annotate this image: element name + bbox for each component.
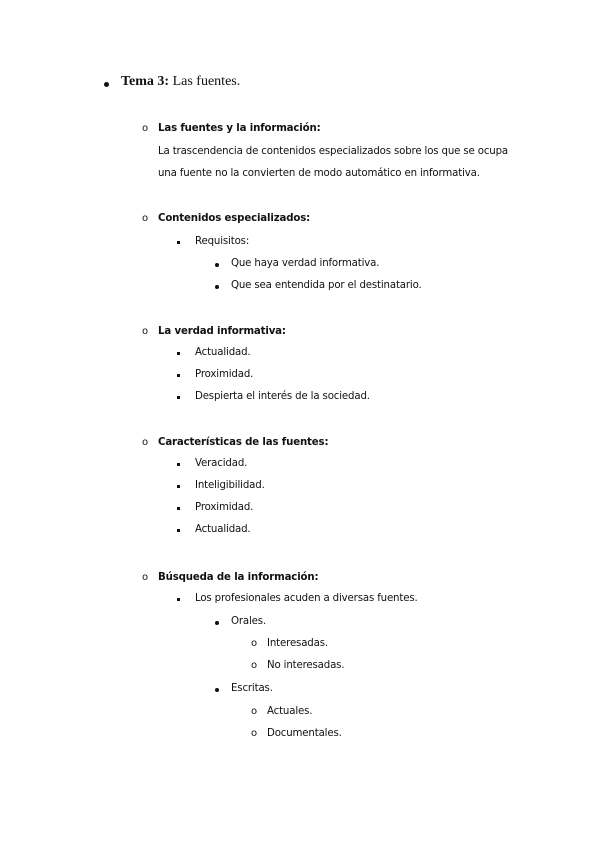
section-heading-caracteristicas: Características de las fuentes: (158, 437, 329, 448)
circle-bullet-icon: o (251, 706, 258, 717)
list-item: Actuales. (267, 706, 313, 717)
bullet-disc-icon (215, 621, 219, 625)
circle-bullet-icon: o (142, 123, 149, 134)
circle-bullet-icon: o (251, 728, 258, 739)
list-item: Actualidad. (195, 347, 251, 358)
square-bullet-icon (177, 598, 180, 601)
list-item: Documentales. (267, 728, 342, 739)
bullet-disc-icon (215, 285, 219, 289)
paragraph-line-2: una fuente no la convierten de modo automático en informativa. (158, 168, 480, 179)
section-heading-verdad: La verdad informativa: (158, 326, 286, 337)
bullet-disc-icon (104, 82, 109, 87)
list-item: Veracidad. (195, 458, 248, 469)
list-item: Actualidad. (195, 524, 251, 535)
bullet-disc-icon (215, 263, 219, 267)
list-item: Que haya verdad informativa. (231, 258, 380, 269)
list-item: No interesadas. (267, 660, 345, 671)
square-bullet-icon (177, 374, 180, 377)
circle-bullet-icon: o (142, 572, 149, 583)
list-item-escritas: Escritas. (231, 683, 273, 694)
circle-bullet-icon: o (142, 213, 149, 224)
list-item-requisitos: Requisitos: (195, 236, 250, 247)
list-item: Inteligibilidad. (195, 480, 265, 491)
section-heading-fuentes: Las fuentes y la información: (158, 123, 321, 134)
list-item: Proximidad. (195, 369, 254, 380)
circle-bullet-icon: o (142, 326, 149, 337)
square-bullet-icon (177, 241, 180, 244)
circle-bullet-icon: o (142, 437, 149, 448)
topic-text: Las fuentes. (172, 74, 241, 89)
square-bullet-icon (177, 485, 180, 488)
section-heading-busqueda: Búsqueda de la información: (158, 572, 319, 583)
bullet-disc-icon (215, 688, 219, 692)
list-item: Interesadas. (267, 638, 328, 649)
list-item: Proximidad. (195, 502, 254, 513)
list-item-orales: Orales. (231, 616, 267, 627)
topic-label: Tema 3: (121, 74, 170, 89)
list-item: Despierta el interés de la sociedad. (195, 391, 370, 402)
square-bullet-icon (177, 529, 180, 532)
list-item: Que sea entendida por el destinatario. (231, 280, 422, 291)
section-heading-contenidos: Contenidos especializados: (158, 213, 311, 224)
circle-bullet-icon: o (251, 660, 258, 671)
list-item: Los profesionales acuden a diversas fuentes. (195, 593, 418, 604)
square-bullet-icon (177, 507, 180, 510)
page-title (121, 74, 240, 90)
paragraph-line-1: La trascendencia de contenidos especializados sobre los que se ocupa (158, 146, 508, 157)
circle-bullet-icon: o (251, 638, 258, 649)
square-bullet-icon (177, 463, 180, 466)
square-bullet-icon (177, 352, 180, 355)
square-bullet-icon (177, 396, 180, 399)
